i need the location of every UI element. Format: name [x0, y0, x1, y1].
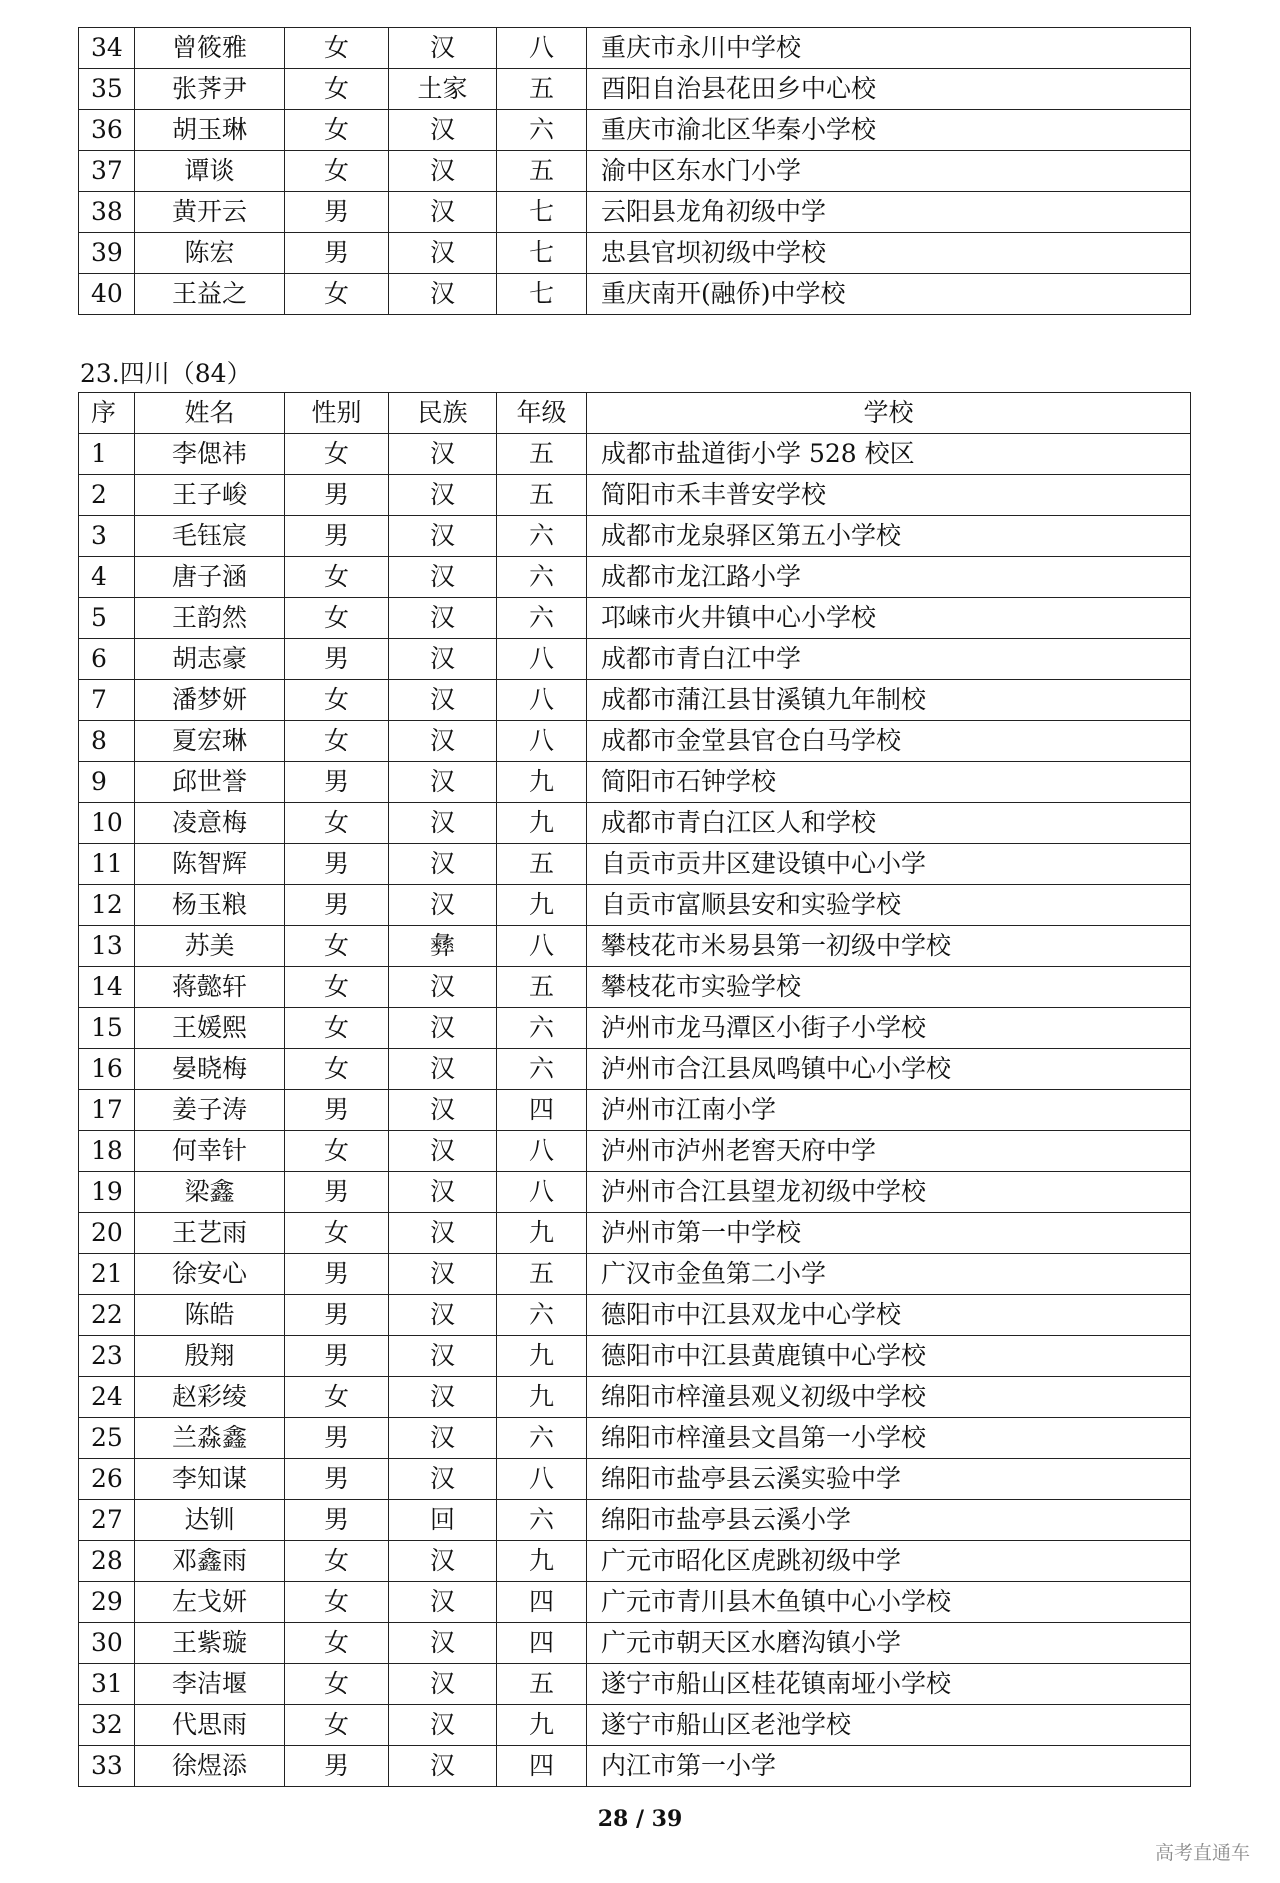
cell-seq: 4: [79, 557, 135, 598]
cell-name: 代思雨: [135, 1705, 285, 1746]
cell-school: 绵阳市盐亭县云溪小学: [587, 1500, 1191, 1541]
cell-seq: 26: [79, 1459, 135, 1500]
cell-seq: 15: [79, 1008, 135, 1049]
table-row: [79, 110, 1191, 151]
cell-ethnicity: 汉: [389, 1295, 497, 1336]
cell-ethnicity: 汉: [389, 1746, 497, 1787]
cell-name: 蒋懿轩: [135, 967, 285, 1008]
table-row: [79, 639, 1191, 680]
cell-ethnicity: 汉: [389, 192, 497, 233]
cell-school: 成都市青白江区人和学校: [587, 803, 1191, 844]
cell-school: 攀枝花市实验学校: [587, 967, 1191, 1008]
cell-school: 成都市龙泉驿区第五小学校: [587, 516, 1191, 557]
cell-ethnicity: 汉: [389, 1623, 497, 1664]
cell-ethnicity: 汉: [389, 110, 497, 151]
cell-ethnicity: 回: [389, 1500, 497, 1541]
table-row: [79, 1090, 1191, 1131]
table-row: [79, 1377, 1191, 1418]
cell-seq: 8: [79, 721, 135, 762]
table-header: [79, 393, 1191, 434]
cell-ethnicity: 汉: [389, 1172, 497, 1213]
cell-gender: 女: [285, 434, 389, 475]
table-row: [79, 151, 1191, 192]
cell-grade: 六: [497, 598, 587, 639]
cell-gender: 男: [285, 1746, 389, 1787]
cell-school: 自贡市富顺县安和实验学校: [587, 885, 1191, 926]
cell-name: 陈皓: [135, 1295, 285, 1336]
table-row: [79, 1008, 1191, 1049]
cell-ethnicity: 汉: [389, 1582, 497, 1623]
cell-ethnicity: 汉: [389, 1131, 497, 1172]
cell-grade: 八: [497, 680, 587, 721]
cell-seq: 36: [79, 110, 135, 151]
cell-ethnicity: 汉: [389, 885, 497, 926]
cell-seq: 1: [79, 434, 135, 475]
cell-school: 忠县官坝初级中学校: [587, 233, 1191, 274]
table-row: [79, 1418, 1191, 1459]
cell-gender: 女: [285, 1705, 389, 1746]
cell-name: 左戈妍: [135, 1582, 285, 1623]
cell-ethnicity: 汉: [389, 1008, 497, 1049]
cell-name: 王媛熙: [135, 1008, 285, 1049]
cell-grade: 八: [497, 28, 587, 69]
cell-name: 毛钰宸: [135, 516, 285, 557]
cell-seq: 20: [79, 1213, 135, 1254]
cell-gender: 女: [285, 1131, 389, 1172]
cell-gender: 男: [285, 1254, 389, 1295]
cell-grade: 六: [497, 1049, 587, 1090]
cell-seq: 13: [79, 926, 135, 967]
cell-school: 自贡市贡井区建设镇中心小学: [587, 844, 1191, 885]
cell-gender: 男: [285, 885, 389, 926]
cell-ethnicity: 汉: [389, 1418, 497, 1459]
cell-seq: 25: [79, 1418, 135, 1459]
cell-school: 重庆南开(融侨)中学校: [587, 274, 1191, 315]
cell-name: 何幸针: [135, 1131, 285, 1172]
cell-seq: 29: [79, 1582, 135, 1623]
cell-ethnicity: 汉: [389, 803, 497, 844]
cell-ethnicity: 汉: [389, 557, 497, 598]
table-row: [79, 516, 1191, 557]
cell-seq: 23: [79, 1336, 135, 1377]
cell-gender: 女: [285, 598, 389, 639]
cell-name: 姜子涛: [135, 1090, 285, 1131]
cell-name: 李知谋: [135, 1459, 285, 1500]
table-row: [79, 1172, 1191, 1213]
cell-ethnicity: 汉: [389, 598, 497, 639]
cell-ethnicity: 汉: [389, 1336, 497, 1377]
table-row: [79, 1664, 1191, 1705]
table-row: [79, 803, 1191, 844]
cell-ethnicity: 汉: [389, 1664, 497, 1705]
table-row: [79, 762, 1191, 803]
cell-ethnicity: 汉: [389, 1459, 497, 1500]
cell-school: 成都市盐道街小学 528 校区: [587, 434, 1191, 475]
cell-grade: 六: [497, 1418, 587, 1459]
cell-name: 梁鑫: [135, 1172, 285, 1213]
cell-name: 王紫璇: [135, 1623, 285, 1664]
cell-grade: 五: [497, 844, 587, 885]
cell-gender: 女: [285, 721, 389, 762]
cell-school: 成都市青白江中学: [587, 639, 1191, 680]
table-row: [79, 721, 1191, 762]
table-row: [79, 967, 1191, 1008]
cell-ethnicity: 土家: [389, 69, 497, 110]
cell-name: 徐煜添: [135, 1746, 285, 1787]
cell-name: 王韵然: [135, 598, 285, 639]
cell-grade: 八: [497, 639, 587, 680]
cell-gender: 男: [285, 475, 389, 516]
table-row: [79, 434, 1191, 475]
cell-name: 邱世誉: [135, 762, 285, 803]
cell-school: 德阳市中江县双龙中心学校: [587, 1295, 1191, 1336]
cell-ethnicity: 汉: [389, 1541, 497, 1582]
cell-gender: 男: [285, 516, 389, 557]
cell-grade: 九: [497, 1705, 587, 1746]
cell-name: 胡玉琳: [135, 110, 285, 151]
cell-name: 张荠尹: [135, 69, 285, 110]
cell-ethnicity: 汉: [389, 639, 497, 680]
cell-seq: 33: [79, 1746, 135, 1787]
cell-grade: 六: [497, 110, 587, 151]
header-school: 学校: [587, 393, 1191, 434]
cell-name: 谭谈: [135, 151, 285, 192]
cell-gender: 男: [285, 1418, 389, 1459]
cell-grade: 五: [497, 967, 587, 1008]
cell-seq: 11: [79, 844, 135, 885]
cell-gender: 女: [285, 557, 389, 598]
cell-school: 攀枝花市米易县第一初级中学校: [587, 926, 1191, 967]
cell-grade: 九: [497, 1541, 587, 1582]
table-row: [79, 1541, 1191, 1582]
cell-gender: 男: [285, 192, 389, 233]
table-row: [79, 1213, 1191, 1254]
cell-school: 成都市金堂县官仓白马学校: [587, 721, 1191, 762]
cell-name: 殷翔: [135, 1336, 285, 1377]
cell-grade: 五: [497, 434, 587, 475]
cell-school: 泸州市龙马潭区小街子小学校: [587, 1008, 1191, 1049]
header-ethnicity: 民族: [389, 393, 497, 434]
table-row: [79, 844, 1191, 885]
cell-name: 胡志豪: [135, 639, 285, 680]
cell-grade: 八: [497, 1459, 587, 1500]
page-number: 28 / 39: [597, 1806, 683, 1832]
table-row: [79, 233, 1191, 274]
section-title: 23.四川（84）: [80, 359, 252, 388]
cell-grade: 七: [497, 233, 587, 274]
cell-school: 重庆市永川中学校: [587, 28, 1191, 69]
cell-gender: 女: [285, 1008, 389, 1049]
cell-seq: 17: [79, 1090, 135, 1131]
cell-gender: 男: [285, 1336, 389, 1377]
cell-ethnicity: 汉: [389, 151, 497, 192]
cell-school: 泸州市江南小学: [587, 1090, 1191, 1131]
cell-school: 广元市朝天区水磨沟镇小学: [587, 1623, 1191, 1664]
cell-seq: 9: [79, 762, 135, 803]
cell-school: 简阳市石钟学校: [587, 762, 1191, 803]
cell-school: 泸州市合江县望龙初级中学校: [587, 1172, 1191, 1213]
cell-grade: 六: [497, 557, 587, 598]
cell-seq: 2: [79, 475, 135, 516]
cell-name: 赵彩绫: [135, 1377, 285, 1418]
cell-gender: 男: [285, 1090, 389, 1131]
cell-seq: 3: [79, 516, 135, 557]
cell-gender: 女: [285, 1664, 389, 1705]
cell-gender: 女: [285, 803, 389, 844]
cell-gender: 女: [285, 28, 389, 69]
cell-grade: 九: [497, 1213, 587, 1254]
cell-school: 泸州市泸州老窖天府中学: [587, 1131, 1191, 1172]
cell-grade: 六: [497, 1295, 587, 1336]
watermark: 高考直通车: [1154, 1842, 1250, 1864]
cell-ethnicity: 汉: [389, 721, 497, 762]
cell-school: 绵阳市梓潼县文昌第一小学校: [587, 1418, 1191, 1459]
cell-grade: 八: [497, 721, 587, 762]
cell-gender: 女: [285, 1541, 389, 1582]
cell-seq: 35: [79, 69, 135, 110]
cell-gender: 女: [285, 69, 389, 110]
cell-gender: 女: [285, 926, 389, 967]
cell-grade: 七: [497, 192, 587, 233]
cell-ethnicity: 汉: [389, 1254, 497, 1295]
roster-table-body: [79, 28, 1191, 315]
cell-grade: 五: [497, 475, 587, 516]
cell-grade: 四: [497, 1746, 587, 1787]
cell-ethnicity: 汉: [389, 762, 497, 803]
cell-grade: 六: [497, 1500, 587, 1541]
cell-seq: 24: [79, 1377, 135, 1418]
cell-school: 遂宁市船山区老池学校: [587, 1705, 1191, 1746]
cell-name: 夏宏琳: [135, 721, 285, 762]
cell-gender: 女: [285, 1213, 389, 1254]
cell-school: 绵阳市盐亭县云溪实验中学: [587, 1459, 1191, 1500]
cell-name: 李洁堰: [135, 1664, 285, 1705]
cell-seq: 7: [79, 680, 135, 721]
cell-name: 王子峻: [135, 475, 285, 516]
table-row: [79, 557, 1191, 598]
cell-gender: 男: [285, 762, 389, 803]
cell-seq: 19: [79, 1172, 135, 1213]
cell-gender: 男: [285, 844, 389, 885]
cell-ethnicity: 汉: [389, 967, 497, 1008]
cell-name: 苏美: [135, 926, 285, 967]
cell-ethnicity: 汉: [389, 844, 497, 885]
roster-table-sichuan: [78, 392, 1191, 1787]
cell-seq: 5: [79, 598, 135, 639]
cell-seq: 28: [79, 1541, 135, 1582]
table-row: [79, 598, 1191, 639]
header-row: [79, 393, 1191, 434]
cell-gender: 女: [285, 274, 389, 315]
table-row: [79, 1500, 1191, 1541]
cell-grade: 五: [497, 1254, 587, 1295]
cell-seq: 6: [79, 639, 135, 680]
table-row: [79, 1336, 1191, 1377]
cell-grade: 五: [497, 69, 587, 110]
cell-ethnicity: 汉: [389, 1705, 497, 1746]
cell-grade: 四: [497, 1582, 587, 1623]
header-gender: 性别: [285, 393, 389, 434]
header-name: 姓名: [135, 393, 285, 434]
cell-gender: 男: [285, 233, 389, 274]
cell-name: 李偲祎: [135, 434, 285, 475]
cell-name: 黄开云: [135, 192, 285, 233]
cell-school: 简阳市禾丰普安学校: [587, 475, 1191, 516]
cell-school: 泸州市第一中学校: [587, 1213, 1191, 1254]
cell-seq: 21: [79, 1254, 135, 1295]
cell-name: 曾筱雅: [135, 28, 285, 69]
cell-school: 云阳县龙角初级中学: [587, 192, 1191, 233]
cell-ethnicity: 汉: [389, 1049, 497, 1090]
cell-name: 晏晓梅: [135, 1049, 285, 1090]
cell-seq: 37: [79, 151, 135, 192]
cell-seq: 39: [79, 233, 135, 274]
cell-name: 凌意梅: [135, 803, 285, 844]
cell-seq: 40: [79, 274, 135, 315]
cell-grade: 七: [497, 274, 587, 315]
cell-seq: 12: [79, 885, 135, 926]
cell-ethnicity: 汉: [389, 274, 497, 315]
header-grade: 年级: [497, 393, 587, 434]
cell-name: 达钏: [135, 1500, 285, 1541]
cell-grade: 九: [497, 1336, 587, 1377]
cell-name: 王艺雨: [135, 1213, 285, 1254]
roster-table-chongqing-continued: [78, 27, 1191, 315]
cell-seq: 30: [79, 1623, 135, 1664]
cell-seq: 34: [79, 28, 135, 69]
table-row: [79, 274, 1191, 315]
cell-school: 成都市龙江路小学: [587, 557, 1191, 598]
cell-seq: 38: [79, 192, 135, 233]
cell-gender: 女: [285, 1623, 389, 1664]
cell-name: 王益之: [135, 274, 285, 315]
table-row: [79, 1746, 1191, 1787]
cell-grade: 八: [497, 1131, 587, 1172]
cell-grade: 五: [497, 1664, 587, 1705]
cell-grade: 五: [497, 151, 587, 192]
cell-school: 邛崃市火井镇中心小学校: [587, 598, 1191, 639]
cell-grade: 八: [497, 926, 587, 967]
cell-grade: 六: [497, 1008, 587, 1049]
cell-grade: 九: [497, 885, 587, 926]
cell-seq: 16: [79, 1049, 135, 1090]
table-row: [79, 1582, 1191, 1623]
cell-grade: 九: [497, 1377, 587, 1418]
cell-name: 杨玉粮: [135, 885, 285, 926]
cell-school: 遂宁市船山区桂花镇南垭小学校: [587, 1664, 1191, 1705]
cell-school: 内江市第一小学: [587, 1746, 1191, 1787]
cell-grade: 八: [497, 1172, 587, 1213]
table-row: [79, 69, 1191, 110]
cell-ethnicity: 汉: [389, 680, 497, 721]
cell-gender: 男: [285, 1295, 389, 1336]
cell-gender: 男: [285, 1500, 389, 1541]
cell-name: 唐子涵: [135, 557, 285, 598]
cell-ethnicity: 汉: [389, 434, 497, 475]
table-row: [79, 680, 1191, 721]
cell-ethnicity: 汉: [389, 233, 497, 274]
table-row: [79, 28, 1191, 69]
cell-ethnicity: 汉: [389, 1377, 497, 1418]
cell-ethnicity: 汉: [389, 516, 497, 557]
cell-seq: 32: [79, 1705, 135, 1746]
table-row: [79, 1705, 1191, 1746]
cell-gender: 男: [285, 639, 389, 680]
cell-seq: 10: [79, 803, 135, 844]
cell-school: 德阳市中江县黄鹿镇中心学校: [587, 1336, 1191, 1377]
cell-name: 陈宏: [135, 233, 285, 274]
cell-grade: 四: [497, 1090, 587, 1131]
cell-gender: 男: [285, 1172, 389, 1213]
cell-seq: 14: [79, 967, 135, 1008]
table-row: [79, 885, 1191, 926]
table-row: [79, 475, 1191, 516]
cell-gender: 女: [285, 680, 389, 721]
cell-grade: 九: [497, 803, 587, 844]
cell-seq: 27: [79, 1500, 135, 1541]
cell-school: 广元市昭化区虎跳初级中学: [587, 1541, 1191, 1582]
cell-gender: 女: [285, 1049, 389, 1090]
table-row: [79, 192, 1191, 233]
cell-school: 酉阳自治县花田乡中心校: [587, 69, 1191, 110]
cell-school: 广汉市金鱼第二小学: [587, 1254, 1191, 1295]
cell-name: 兰淼鑫: [135, 1418, 285, 1459]
cell-gender: 男: [285, 1459, 389, 1500]
table-row: [79, 1049, 1191, 1090]
cell-gender: 女: [285, 1377, 389, 1418]
cell-gender: 女: [285, 110, 389, 151]
cell-school: 泸州市合江县凤鸣镇中心小学校: [587, 1049, 1191, 1090]
cell-grade: 四: [497, 1623, 587, 1664]
cell-ethnicity: 汉: [389, 475, 497, 516]
cell-school: 渝中区东水门小学: [587, 151, 1191, 192]
cell-school: 广元市青川县木鱼镇中心小学校: [587, 1582, 1191, 1623]
cell-gender: 女: [285, 151, 389, 192]
table-row: [79, 1459, 1191, 1500]
roster-table-body: [79, 434, 1191, 1787]
table-row: [79, 1131, 1191, 1172]
cell-name: 徐安心: [135, 1254, 285, 1295]
cell-ethnicity: 汉: [389, 1213, 497, 1254]
table-row: [79, 1295, 1191, 1336]
cell-name: 邓鑫雨: [135, 1541, 285, 1582]
cell-name: 潘梦妍: [135, 680, 285, 721]
table-row: [79, 1623, 1191, 1664]
cell-seq: 18: [79, 1131, 135, 1172]
header-seq: 序: [79, 393, 135, 434]
cell-school: 重庆市渝北区华秦小学校: [587, 110, 1191, 151]
cell-school: 绵阳市梓潼县观义初级中学校: [587, 1377, 1191, 1418]
cell-grade: 九: [497, 762, 587, 803]
cell-grade: 六: [497, 516, 587, 557]
table-row: [79, 926, 1191, 967]
table-row: [79, 1254, 1191, 1295]
cell-seq: 31: [79, 1664, 135, 1705]
cell-ethnicity: 彝: [389, 926, 497, 967]
cell-school: 成都市蒲江县甘溪镇九年制校: [587, 680, 1191, 721]
cell-ethnicity: 汉: [389, 28, 497, 69]
cell-gender: 女: [285, 967, 389, 1008]
cell-ethnicity: 汉: [389, 1090, 497, 1131]
cell-gender: 女: [285, 1582, 389, 1623]
cell-seq: 22: [79, 1295, 135, 1336]
cell-name: 陈智辉: [135, 844, 285, 885]
